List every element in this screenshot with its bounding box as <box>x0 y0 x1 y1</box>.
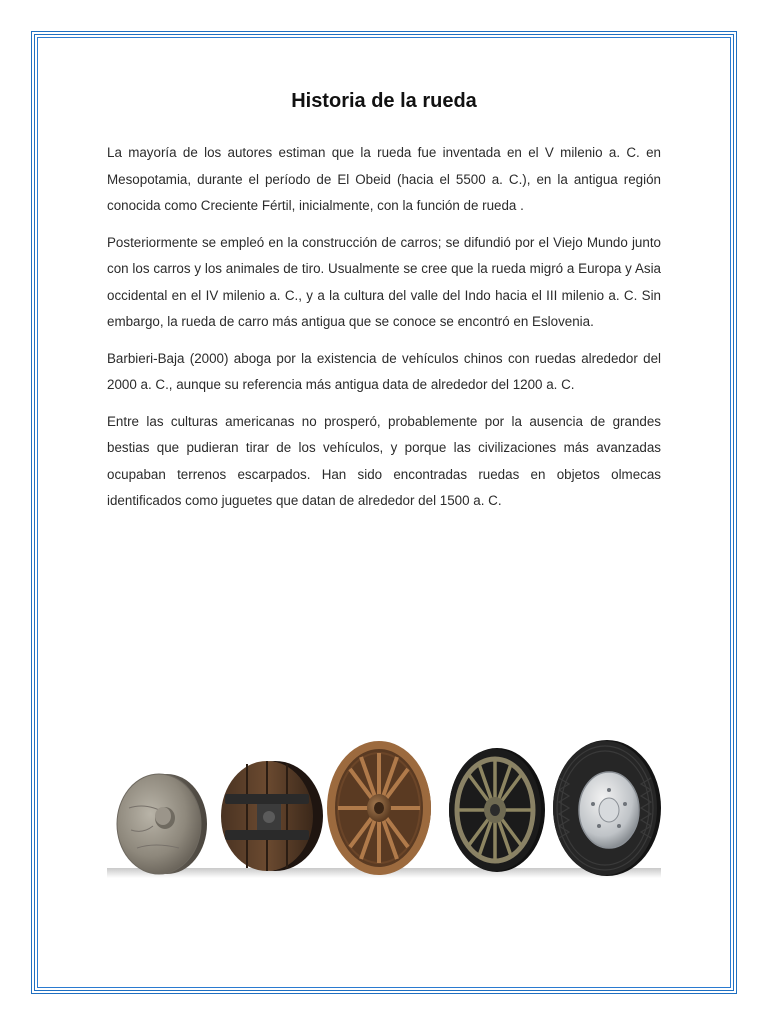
wheel-evolution-illustration <box>107 718 661 886</box>
rubber-tire-wheel <box>553 740 661 876</box>
paragraph-4: Entre las culturas americanas no prosperó, probablemente por la ausencia de grandes bestias que pudieran tirar de los vehículos, y porque las civilizaciones más avanzadas ocupaban terrenos escarpados. Han sido encontradas ruedas en objetos olmecas identificados como juguetes que datan de alrededor del 1500 a. C. <box>107 413 661 508</box>
stone-wheel <box>117 774 207 874</box>
iron-rim-spoke-wheel <box>449 748 545 872</box>
paragraph-3: Barbieri-Baja (2000) aboga por la existencia de vehículos chinos con ruedas alrededor del 2000 a. C., aunque su referencia más antigua data de alrededor del 1200 a. C. <box>107 350 661 392</box>
document-body <box>107 140 661 525</box>
document-title: Historia de la rueda <box>291 90 477 112</box>
wooden-spoke-wheel <box>331 744 431 872</box>
wooden-plank-wheel <box>221 761 323 871</box>
paragraph-2: Posteriormente se empleó en la construcción de carros; se difundió por el Viejo Mundo junto con los carros y los animales de tiro. Usualmente se cree que la rueda migró a Europa y Asia occidental en el IV milenio a. C., y a la cultura del valle del Indo hacia el III milenio a. C. Sin embargo, la rueda de carro más antigua que se conoce se encontró en Eslovenia. <box>107 234 661 329</box>
paragraph-1: La mayoría de los autores estiman que la rueda fue inventada en el V milenio a. C. en Mesopotamia, durante el período de El Obeid (hacia el 5500 a. C.), en la antigua región conocida como Creciente Fértil, inicialmente, con la función de rueda . <box>107 145 661 213</box>
